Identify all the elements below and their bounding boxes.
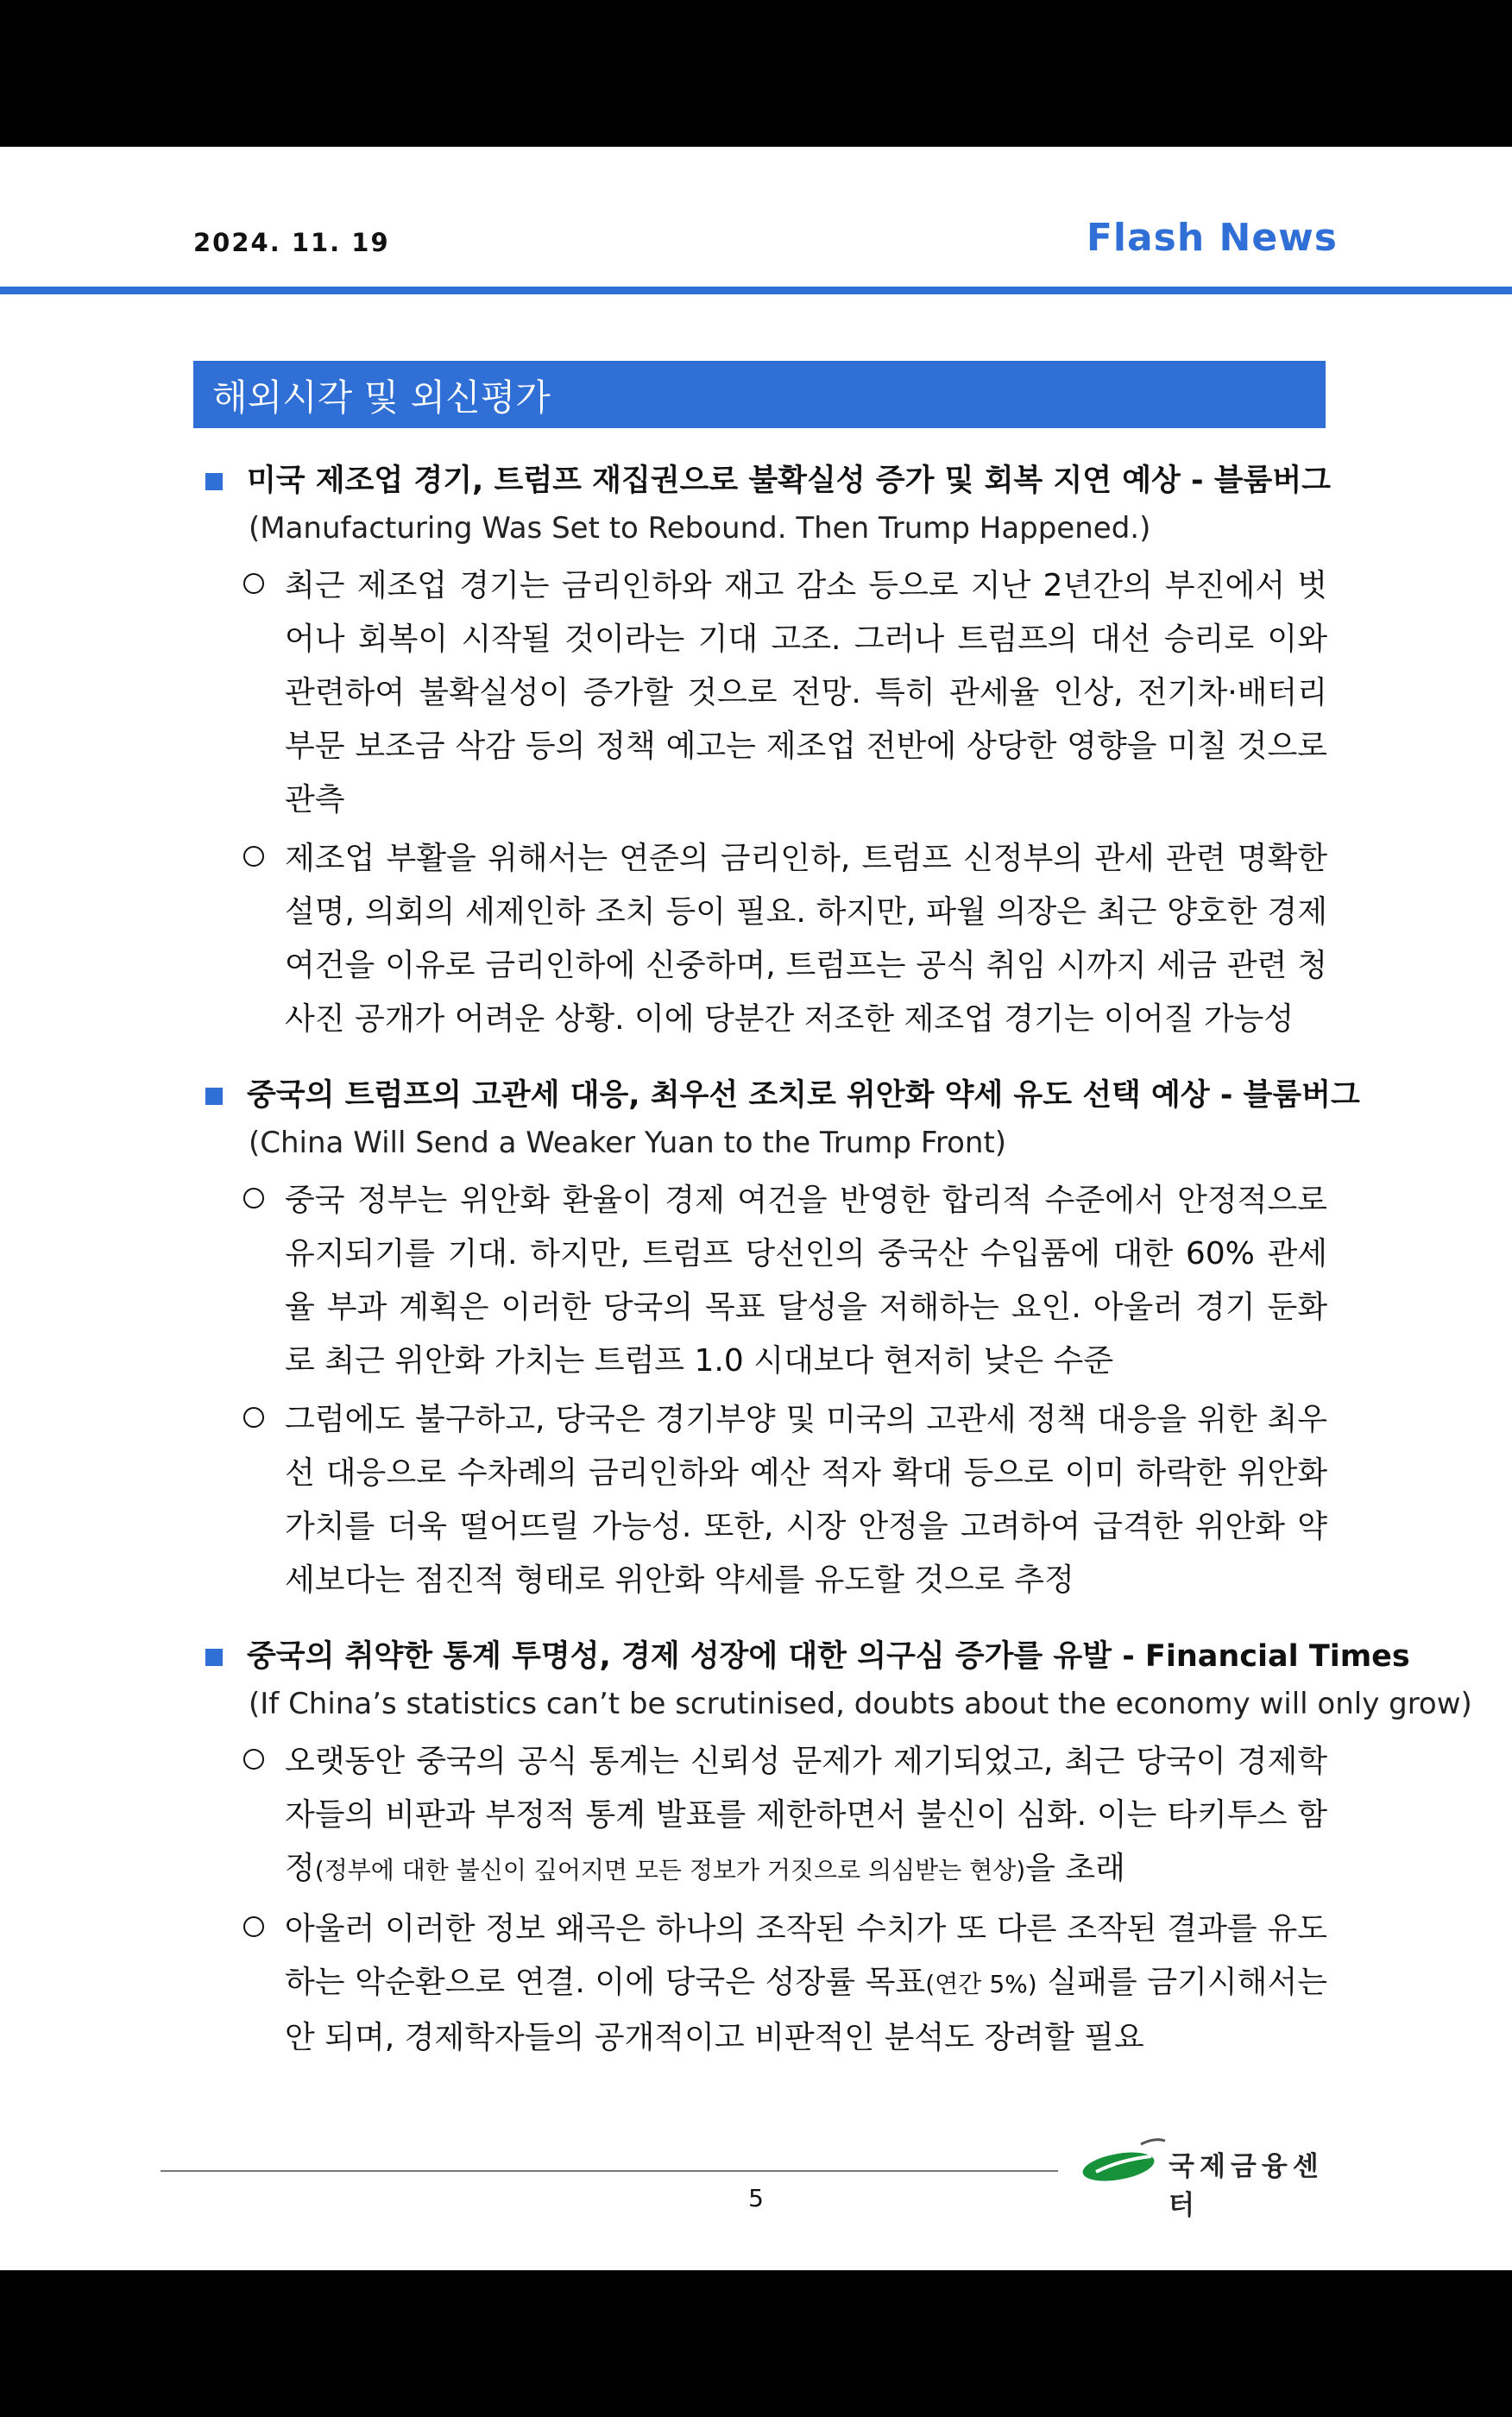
section-header [193, 361, 1326, 428]
bullet-paragraph: 최근 제조업 경기는 금리인하와 재고 감소 등으로 지난 2년간의 부진에서 벗어나 회복이 시작될 것이라는 기대 고조. 그러나 트럼프의 대선 승리로 이와 관련하여 불확실성이 증가할 것으로 전망. 특히 관세율 인상, 전기차·배터리 부문 보조금 삭감 등의 정책 예고는 제조업 전반에 상당한 영향을 미칠 것으로 관측 [205, 559, 1327, 827]
bullet-paragraph: 중국 정부는 위안화 환율이 경제 여건을 반영한 합리적 수준에서 안정적으로 유지되기를 기대. 하지만, 트럼프 당선인의 중국산 수입품에 대한 60% 관세율 부과 계획은 이러한 당국의 목표 달성을 저해하는 요인. 아울러 경기 둔화로 최근 위안화 가치는 트럼프 1.0 시대보다 현저히 낮은 수준 [205, 1174, 1327, 1388]
section-title: 해외시각 및 외신평가 [212, 376, 551, 419]
report-title: Flash News [1086, 216, 1338, 260]
bullet-paragraph: 오랫동안 중국의 공식 통계는 신뢰성 문제가 제기되었고, 최근 당국이 경제학자들의 비판과 부정적 통계 발표를 제한하면서 불신이 심화. 이는 타키투스 함정(정부에 대한 불신이 깊어지면 모든 정보가 거짓으로 의심받는 현상)을 초래 [205, 1735, 1327, 1897]
header-divider [0, 287, 1512, 294]
bullet-paragraph: 아울러 이러한 정보 왜곡은 하나의 조작된 수치가 또 다른 조작된 결과를 유도하는 악순환으로 연결. 이에 당국은 성장률 목표(연간 5%) 실패를 금기시해서는 안 되며, 경제학자들의 공개적이고 비판적인 분석도 장려할 필요 [205, 1903, 1327, 2065]
circle-bullet-icon [243, 1188, 264, 1208]
news-heading: 중국의 취약한 통계 투명성, 경제 성장에 대한 의구심 증가를 유발 - Financial Times [205, 1635, 1327, 1678]
news-heading: 중국의 트럼프의 고관세 대응, 최우선 조치로 위안화 약세 유도 선택 예상 - 블룸버그 [205, 1074, 1327, 1117]
news-source-title: (If China’s statistics can’t be scrutinised, doubts about the economy will only grow) [249, 1687, 1472, 1721]
news-item [205, 459, 1331, 1046]
news-source-title: (Manufacturing Was Set to Rebound. Then Trump Happened.) [249, 511, 1151, 546]
circle-bullet-icon [243, 573, 264, 594]
news-source-title: (China Will Send a Weaker Yuan to the Trump Front) [249, 1126, 1007, 1160]
circle-bullet-icon [243, 1749, 264, 1770]
logo-leaf-icon [1077, 2134, 1172, 2186]
kcif-logo [1077, 2134, 1336, 2221]
square-bullet-icon [205, 1649, 223, 1666]
report-date: 2024. 11. 19 [193, 228, 390, 257]
circle-bullet-icon [243, 846, 264, 867]
news-item [205, 1635, 1472, 2065]
news-list [205, 459, 1472, 2092]
news-item [205, 1074, 1360, 1607]
footer-divider [161, 2170, 1058, 2172]
bullet-paragraph: 그럼에도 불구하고, 당국은 경기부양 및 미국의 고관세 정책 대응을 위한 최우선 대응으로 수차례의 금리인하와 예산 적자 확대 등으로 이미 하락한 위안화 가치를 더욱 떨어뜨릴 가능성. 또한, 시장 안정을 고려하여 급격한 위안화 약세보다는 점진적 형태로 위안화 약세를 유도할 것으로 추정 [205, 1393, 1327, 1607]
news-heading: 미국 제조업 경기, 트럼프 재집권으로 불확실성 증가 및 회복 지연 예상 - 블룸버그 [205, 459, 1327, 502]
page-number: 5 [748, 2184, 764, 2212]
document-page [0, 147, 1512, 2270]
circle-bullet-icon [243, 1916, 264, 1937]
bullet-paragraph: 제조업 부활을 위해서는 연준의 금리인하, 트럼프 신정부의 관세 관련 명확한 설명, 의회의 세제인하 조치 등이 필요. 하지만, 파월 의장은 최근 양호한 경제 여건을 이유로 금리인하에 신중하며, 트럼프는 공식 취임 시까지 세금 관련 청사진 공개가 어려운 상황. 이에 당분간 저조한 제조업 경기는 이어질 가능성 [205, 832, 1327, 1046]
square-bullet-icon [205, 1088, 223, 1105]
logo-text: 국제금융센터 [1169, 2151, 1324, 2221]
circle-bullet-icon [243, 1407, 264, 1428]
inline-note: (정부에 대한 불신이 깊어지면 모든 정보가 거짓으로 의심받는 현상) [314, 1856, 1026, 1884]
square-bullet-icon [205, 473, 223, 490]
inline-note: (연간 5%) [925, 1970, 1037, 1998]
